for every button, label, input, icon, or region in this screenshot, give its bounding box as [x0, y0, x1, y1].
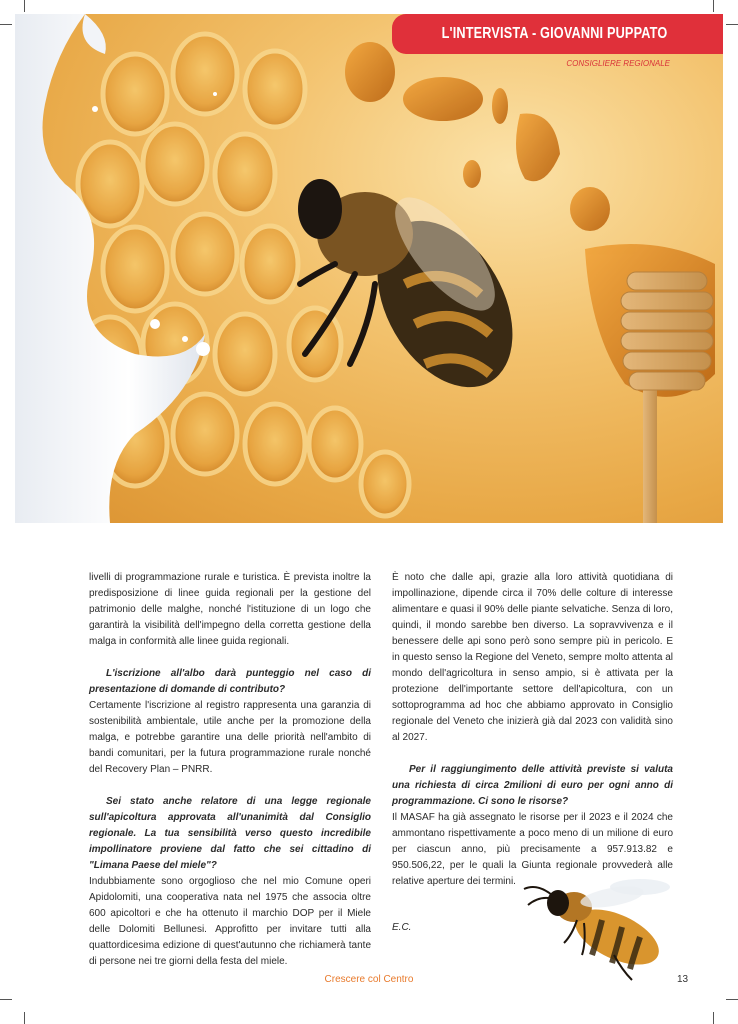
crop-mark: [0, 999, 12, 1000]
crop-mark: [726, 999, 738, 1000]
crop-mark: [0, 24, 12, 25]
interview-question: Sei stato anche relatore di una legge regionale sull'apicoltura approvata all'unanimità dal Consiglio regionale. La tua sensibilità verso questo incredibile impollinatore proviene dal fatto che sei cittadino di "Limana Paese del miele"?: [89, 796, 371, 871]
crop-mark: [24, 0, 25, 12]
body-paragraph: Certamente l'iscrizione al registro rappresenta una garanzia di sostenibilità ambientale, utile anche per la promozione della malga, e potrebbe garantire una delle priorità nell'ambito di bandi comunitari, per la futura programmazione rurale nonché del Recovery Plan – PNRR.: [89, 700, 371, 775]
author-role: CONSIGLIERE REGIONALE: [566, 59, 670, 68]
crop-mark: [726, 24, 738, 25]
article-column-left: [89, 570, 371, 970]
body-paragraph: È noto che dalle api, grazie alla loro attività quotidiana di impollinazione, dipende circa il 70% delle colture di interesse alimentare e quasi il 90% delle piante selvatiche. Senza di loro, quindi, il mondo sarebbe ben diverso. La sopravvivenza e il benessere delle api sono però sono sempre più in pericolo. E in questo senso la Regione del Veneto, sempre molto attenta al mondo dell'agricoltura in senso ampio, si è attivata per la protezione dell'importante settore dell'apicoltura, con un sottoprogramma ad hoc che abbiamo approvato in Consiglio regionale del Veneto che inizierà già dal 2023 con validità sino al 2027.: [392, 572, 673, 743]
author-signature: E.C.: [392, 922, 412, 933]
honey-dipper: [621, 272, 713, 523]
page-title: L'INTERVISTA - GIOVANNI PUPPATO: [441, 25, 667, 42]
hero-illustration: [15, 14, 723, 523]
crop-mark: [713, 0, 714, 12]
crop-mark: [713, 1012, 714, 1024]
body-paragraph: livelli di programmazione rurale e turistica. È prevista inoltre la predisposizione di linee guida regionali per la gestione del patrimonio delle malghe, nonché l'istituzione di un logo che garantirà la visibilità dell'impegno della corretta gestione della malga in conformità alle linee guida regionali.: [89, 572, 371, 647]
page-number: 13: [677, 974, 689, 985]
body-paragraph: Il MASAF ha già assegnato le risorse per il 2023 e il 2024 che ammontano rispettivamente a poco meno di un milione di euro per ciascun anno, più precisamente a 957.913.82 e 950.506,22, per le quali la Giunta regionale provvederà alle relative aperture dei termini.: [392, 812, 673, 887]
hero-image: [15, 14, 723, 523]
interview-question: L'iscrizione all'albo darà punteggio nel caso di presentazione di domande di contributo?: [89, 668, 371, 695]
bee-icon: [522, 875, 672, 985]
header-banner: [392, 14, 723, 54]
bee: [298, 179, 540, 411]
magazine-title: Crescere col Centro: [324, 974, 414, 985]
body-paragraph: Indubbiamente sono orgoglioso che nel mio Comune operi Apidolomiti, una cooperativa nata nel 1975 che associa oltre 600 apicoltori e che ha ottenuto il marchio DOP per il Miele delle Dolomiti Bellunesi. Approfitto per invitare tutti alla quattordicesima edizione di quest'autunno che richiamerà tante di persone nei tre giorni della festa del miele.: [89, 876, 371, 967]
crop-mark: [24, 1012, 25, 1024]
interview-question: Per il raggiungimento delle attività previste si valuta una richiesta di circa 2milioni di euro per ogni anno di programmazione. Ci sono le risorse?: [392, 764, 673, 807]
